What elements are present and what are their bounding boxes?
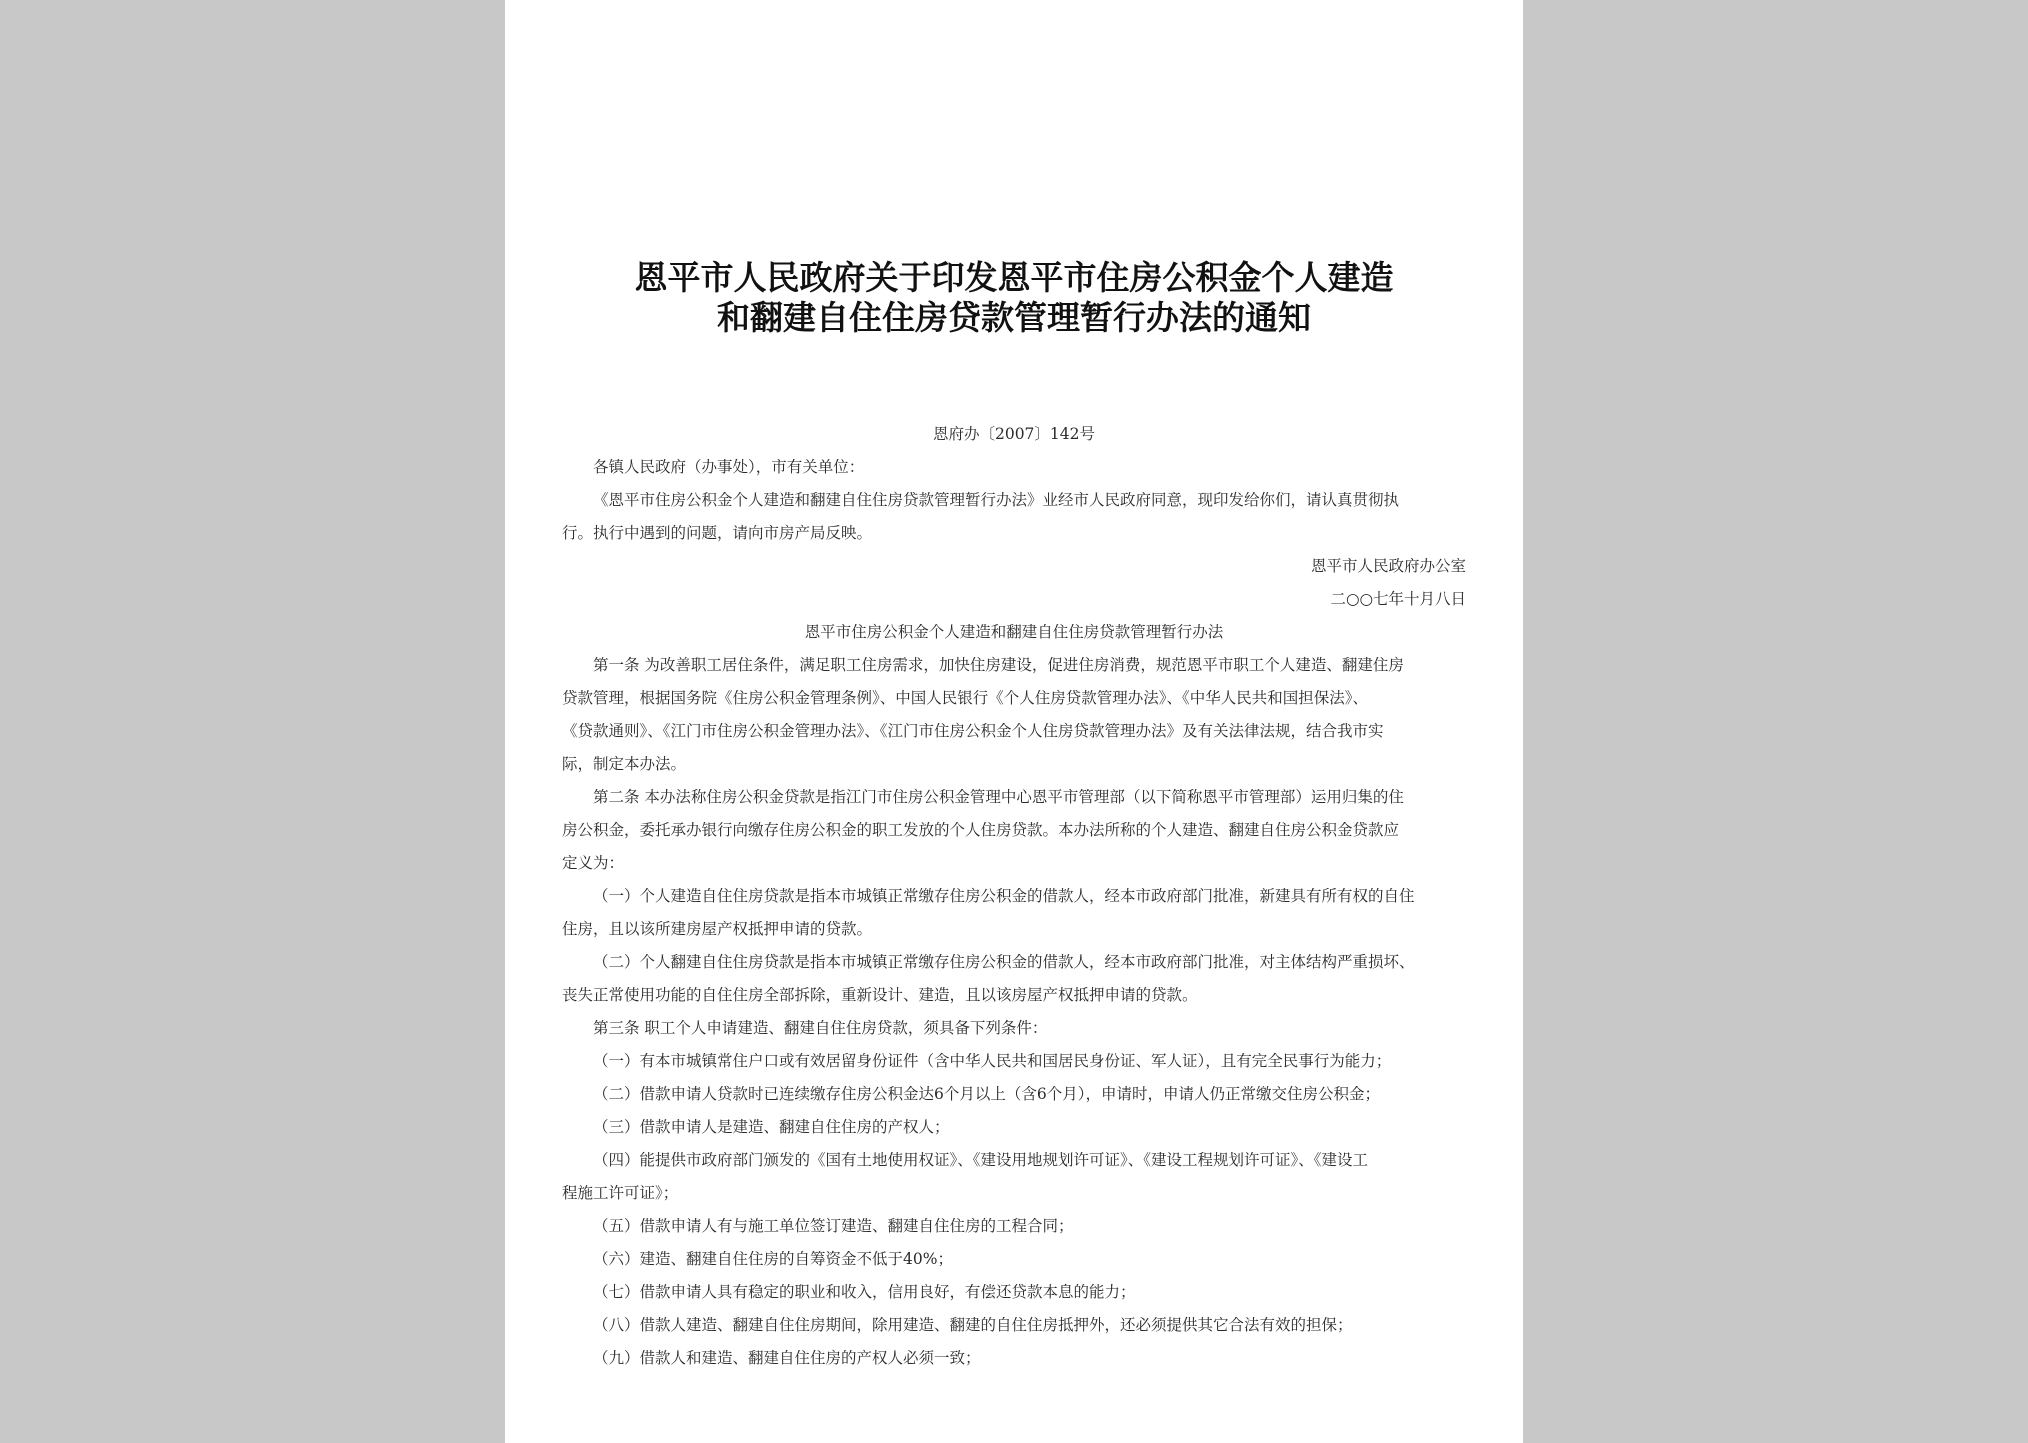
issuer: 恩平市人民政府办公室 — [1310, 557, 1466, 575]
document-title — [545, 258, 1483, 338]
article-1-line-3: 《贷款通则》、《江门市住房公积金管理办法》、《江门市住房公积金个人住房贷款管理办法》及有关法律法规，结合我市实 — [562, 722, 1384, 740]
article-3-item-9: （九）借款人和建造、翻建自住住房的产权人必须一致； — [593, 1349, 981, 1367]
intro-paragraph-line-2: 行。执行中遇到的问题，请向市房产局反映。 — [562, 524, 873, 542]
measures-title: 恩平市住房公积金个人建造和翻建自住住房贷款管理暂行办法 — [804, 623, 1224, 641]
document-page — [505, 0, 1523, 1443]
article-3-item-4-line-2: 程施工许可证》； — [562, 1184, 679, 1202]
document-number: 恩府办〔2007〕142号 — [932, 425, 1096, 443]
article-2-line-3: 定义为： — [562, 854, 625, 872]
addressee: 各镇人民政府（办事处），市有关单位： — [593, 458, 865, 476]
intro-paragraph-line-1: 《恩平市住房公积金个人建造和翻建自住住房贷款管理暂行办法》业经市人民政府同意，现印发给你们，请认真贯彻执 — [593, 491, 1400, 509]
article-2-item-1-line-2: 住房，且以该所建房屋产权抵押申请的贷款。 — [562, 920, 873, 938]
article-3: 第三条 职工个人申请建造、翻建自住住房贷款，须具备下列条件： — [593, 1019, 1048, 1037]
article-2-line-1: 第二条 本办法称住房公积金贷款是指江门市住房公积金管理中心恩平市管理部（以下简称恩平市管理部）运用归集的住 — [593, 788, 1404, 806]
article-3-item-7: （七）借款申请人具有稳定的职业和收入，信用良好，有偿还贷款本息的能力； — [593, 1283, 1136, 1301]
article-3-item-1: （一）有本市城镇常住户口或有效居留身份证件（含中华人民共和国居民身份证、军人证），且有完全民事行为能力； — [593, 1052, 1392, 1070]
article-1-line-1: 第一条 为改善职工居住条件，满足职工住房需求，加快住房建设，促进住房消费，规范恩平市职工个人建造、翻建住房 — [593, 656, 1404, 674]
article-3-item-5: （五）借款申请人有与施工单位签订建造、翻建自住住房的工程合同； — [593, 1217, 1074, 1235]
issue-date: 二○○七年十月八日 — [1330, 590, 1466, 608]
article-3-item-6: （六）建造、翻建自住住房的自筹资金不低于40%； — [593, 1250, 953, 1268]
article-3-item-4-line-1: （四）能提供市政府部门颁发的《国有土地使用权证》、《建设用地规划许可证》、《建设工程规划许可证》、《建设工 — [593, 1151, 1369, 1169]
article-3-item-8: （八）借款人建造、翻建自住住房期间，除用建造、翻建的自住住房抵押外，还必须提供其它合法有效的担保； — [593, 1316, 1353, 1334]
article-3-item-2: （二）借款申请人贷款时已连续缴存住房公积金达6个月以上（含6个月），申请时，申请人仍正常缴交住房公积金； — [593, 1085, 1380, 1103]
document-body — [562, 418, 1466, 1375]
article-2-item-2-line-2: 丧失正常使用功能的自住住房全部拆除，重新设计、建造，且以该房屋产权抵押申请的贷款。 — [562, 986, 1198, 1004]
article-2-item-2-line-1: （二）个人翻建自住住房贷款是指本市城镇正常缴存住房公积金的借款人，经本市政府部门批准，对主体结构严重损坏、 — [593, 953, 1415, 971]
article-2-item-1-line-1: （一）个人建造自住住房贷款是指本市城镇正常缴存住房公积金的借款人，经本市政府部门批准，新建具有所有权的自住 — [593, 887, 1415, 905]
article-2-line-2: 房公积金，委托承办银行向缴存住房公积金的职工发放的个人住房贷款。本办法所称的个人建造、翻建自住房公积金贷款应 — [562, 821, 1400, 839]
article-1-line-4: 际，制定本办法。 — [562, 755, 687, 773]
article-3-item-3: （三）借款申请人是建造、翻建自住住房的产权人； — [593, 1118, 950, 1136]
title-line-2: 和翻建自住住房贷款管理暂行办法的通知 — [717, 298, 1311, 337]
article-1-line-2: 贷款管理，根据国务院《住房公积金管理条例》、中国人民银行《个人住房贷款管理办法》、《中华人民共和国担保法》、 — [562, 689, 1369, 707]
title-line-1: 恩平市人民政府关于印发恩平市住房公积金个人建造 — [634, 258, 1394, 297]
